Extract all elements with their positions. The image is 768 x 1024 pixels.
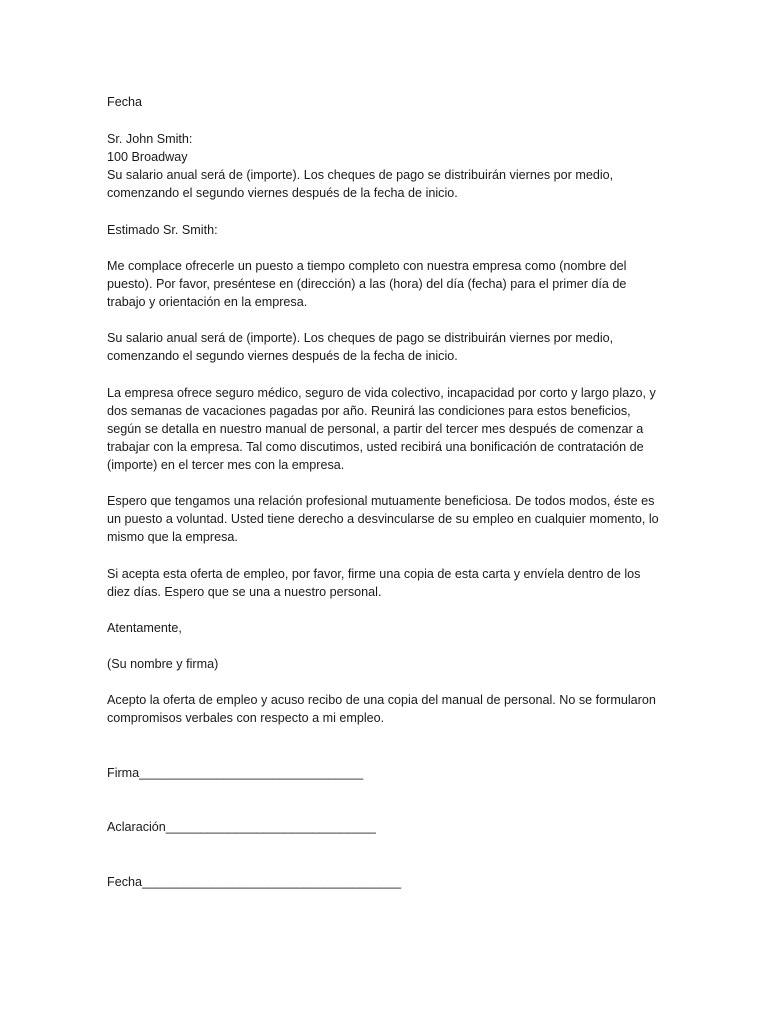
date-label: Fecha (107, 95, 143, 109)
paragraph-line: Me complace ofrecerle un puesto a tiempo completo con nuestra empresa como (nombre del (107, 259, 627, 273)
paragraph-line: dos semanas de vacaciones pagadas por año. Reunirá las condiciones para estos beneficios, (107, 404, 631, 418)
paragraph-line: diez días. Espero que se una a nuestro personal. (107, 585, 382, 599)
signature-placeholder: (Su nombre y firma) (107, 657, 219, 671)
paragraph-line: Si acepta esta oferta de empleo, por favor, firme una copia de esta carta y envíela dentro de los (107, 567, 641, 581)
aclaracion-field: Aclaración______________________________ (107, 820, 376, 834)
paragraph-line: La empresa ofrece seguro médico, seguro de vida colectivo, incapacidad por corto y largo plazo, y (107, 386, 656, 400)
recipient-note-line: comenzando el segundo viernes después de la fecha de inicio. (107, 186, 458, 200)
paragraph-line: según se detalla en nuestro manual de personal, a partir del tercer mes después de comenzar a (107, 422, 644, 436)
acceptance-line: Acepto la oferta de empleo y acuso recibo de una copia del manual de personal. No se formularon (107, 693, 656, 707)
paragraph-line: Espero que tengamos una relación profesional mutuamente beneficiosa. De todos modos, éste es (107, 494, 655, 508)
recipient-address: 100 Broadway (107, 150, 188, 164)
closing: Atentamente, (107, 621, 182, 635)
paragraph-line: un puesto a voluntad. Usted tiene derecho a desvincularse de su empleo en cualquier momento, lo (107, 512, 659, 526)
paragraph-line: trabajar con la empresa. Tal como discutimos, usted recibirá una bonificación de contratación de (107, 440, 644, 454)
paragraph-line: trabajo y orientación en la empresa. (107, 295, 308, 309)
recipient-note-line: Su salario anual será de (importe). Los cheques de pago se distribuirán viernes por medio, (107, 168, 614, 182)
paragraph-line: (importe) en el tercer mes con la empresa. (107, 458, 345, 472)
firma-field: Firma________________________________ (107, 766, 364, 780)
greeting: Estimado Sr. Smith: (107, 223, 218, 237)
paragraph-line: comenzando el segundo viernes después de la fecha de inicio. (107, 349, 458, 363)
fecha-field: Fecha_____________________________________ (107, 875, 402, 889)
recipient-name: Sr. John Smith: (107, 132, 193, 146)
paragraph-line: puesto). Por favor, preséntese en (dirección) a las (hora) del día (fecha) para el primer día de (107, 277, 627, 291)
paragraph-line: Su salario anual será de (importe). Los cheques de pago se distribuirán viernes por medio, (107, 331, 614, 345)
acceptance-line: compromisos verbales con respecto a mi empleo. (107, 711, 385, 725)
paragraph-line: mismo que la empresa. (107, 530, 238, 544)
